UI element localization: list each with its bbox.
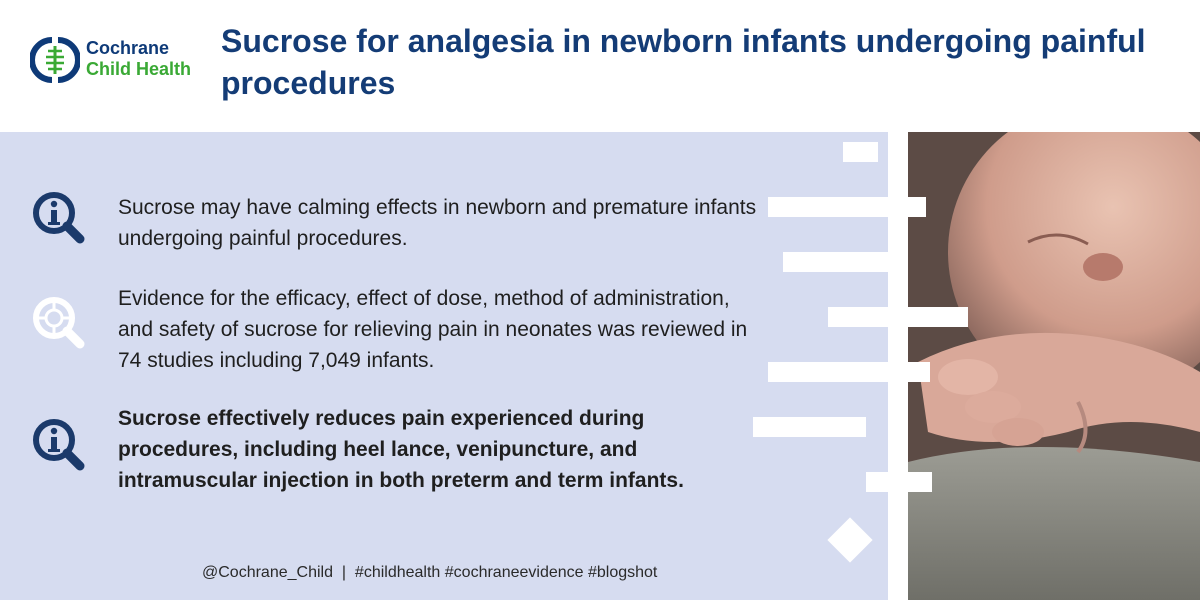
deco-bar-4 — [828, 307, 968, 327]
logo-line2: Child Health — [86, 59, 192, 79]
logo-text — [86, 38, 191, 80]
page-title: Sucrose for analgesia in newborn infants undergoing painful procedures — [221, 23, 1146, 101]
deco-bar-6 — [753, 417, 866, 437]
twitter-handle: @Cochrane_Child — [202, 564, 333, 581]
key-point-3-text: Sucrose effectively reduces pain experienced during procedures, including heel lance, venipuncture, and intramuscular injection in both preterm and term infants. — [118, 407, 684, 492]
deco-bar-2 — [768, 197, 926, 217]
footer: @Cochrane_Child | #childhealth #cochraneevidence #blogshot — [202, 564, 658, 581]
deco-bar-7 — [866, 472, 932, 492]
target-magnifier-icon — [30, 294, 86, 350]
logo-line1: Cochrane — [86, 38, 170, 58]
cochrane-logo-icon — [30, 34, 80, 86]
infant-photo-illustration — [908, 132, 1200, 600]
deco-bar-3 — [783, 252, 888, 272]
deco-bar-1 — [843, 142, 878, 162]
info-magnifier-icon — [30, 189, 86, 245]
hashtags: #childhealth #cochraneevidence #blogshot — [354, 564, 658, 581]
deco-bar-5 — [768, 362, 930, 382]
key-point-2 — [0, 280, 760, 380]
key-point-1 — [0, 185, 760, 265]
info-magnifier-icon — [30, 416, 86, 472]
key-point-1-text: Sucrose may have calming effects in newborn and premature infants undergoing painful procedures. — [118, 196, 757, 250]
infant-photo — [908, 132, 1200, 600]
key-point-3 — [0, 400, 760, 500]
header — [0, 0, 1200, 132]
key-point-2-text: Evidence for the efficacy, effect of dose, method of administration, and safety of sucrose for relieving pain in neonates was reviewed in 74 studies including 7,049 infants. — [118, 287, 748, 372]
cochrane-child-health-logo — [30, 34, 200, 86]
